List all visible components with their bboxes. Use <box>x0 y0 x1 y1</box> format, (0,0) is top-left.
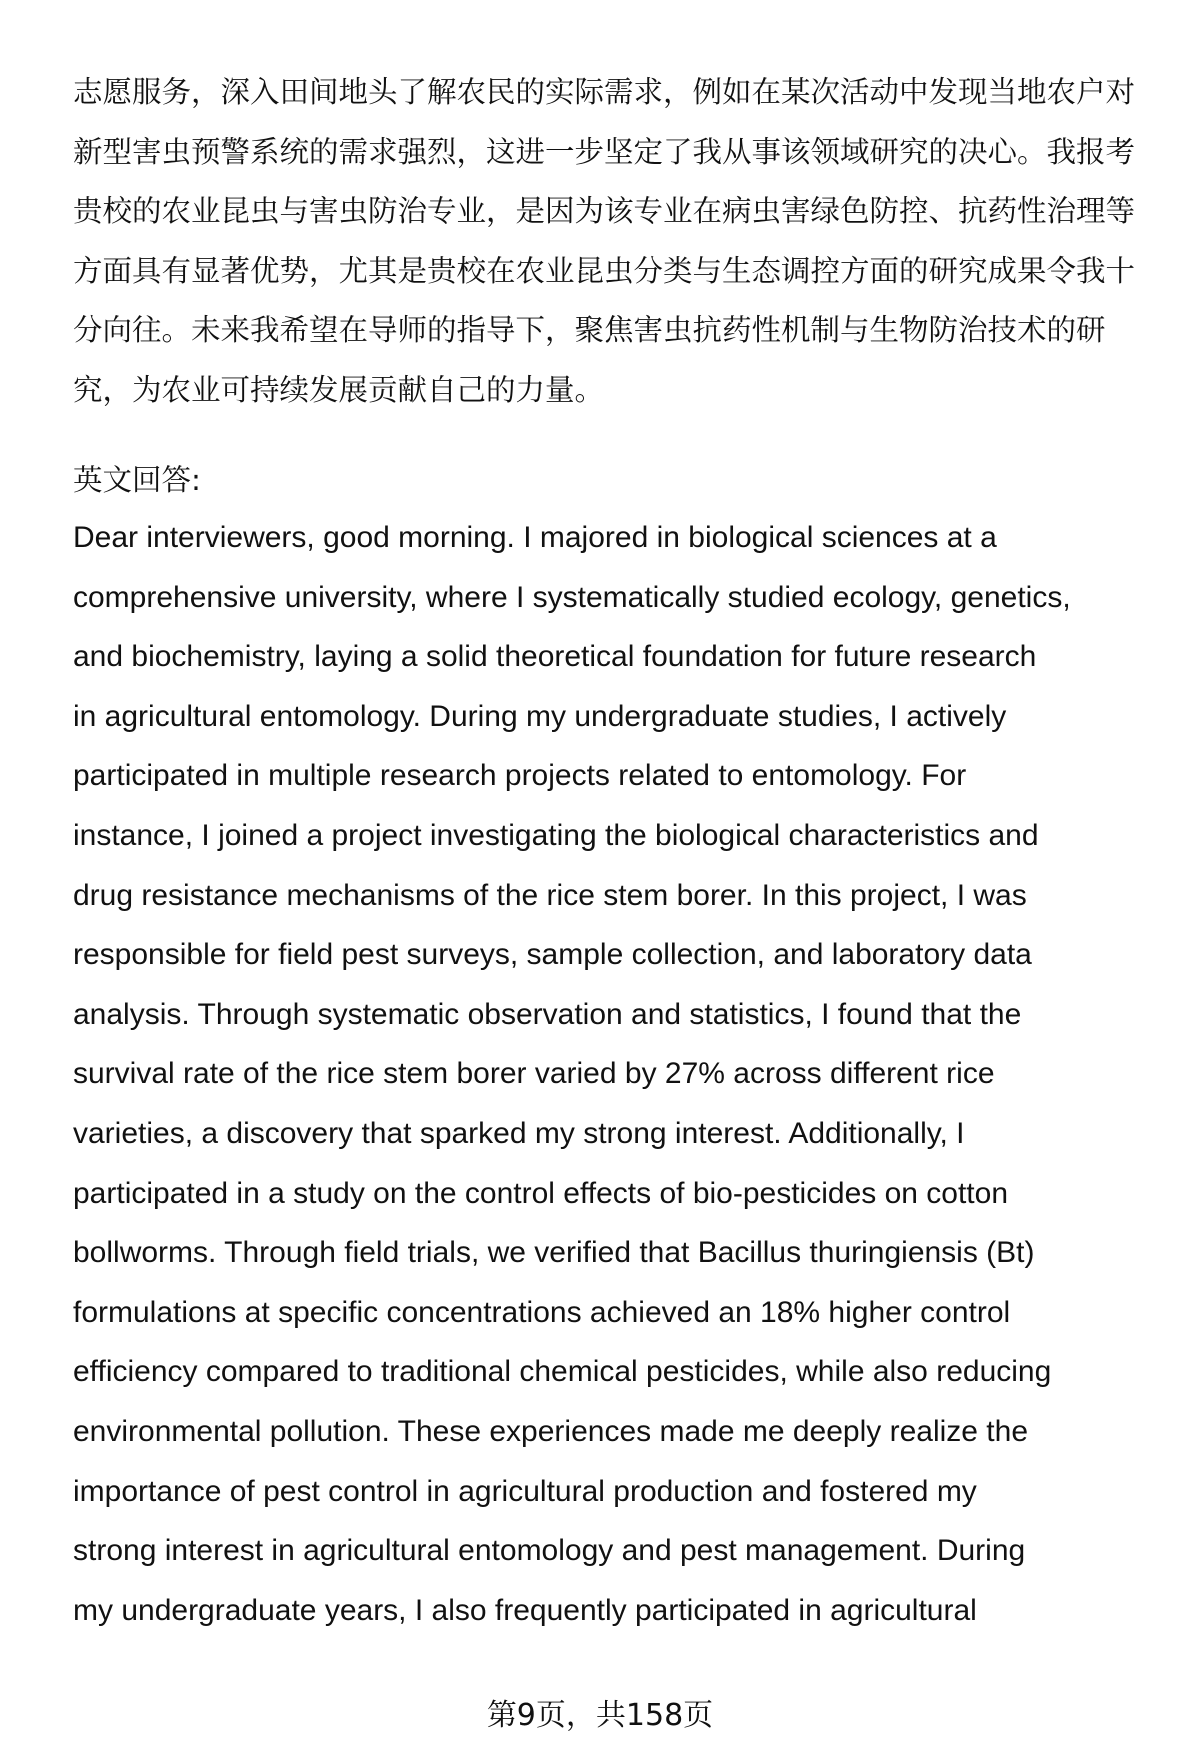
english-text-line: and biochemistry, laying a solid theoretical foundation for future research <box>73 640 1037 674</box>
english-text-line: instance, I joined a project investigating the biological characteristics and <box>73 819 1039 852</box>
english-text-line: survival rate of the rice stem borer varied by 27% across different rice <box>73 1057 995 1091</box>
chinese-text-line: 新型害虫预警系统的需求强烈，这进一步坚定了我从事该领域研究的决心。我报考 <box>73 134 1136 169</box>
chinese-text-line: 贵校的农业昆虫与害虫防治专业，是因为该专业在病虫害绿色防控、抗药性治理等 <box>73 194 1136 229</box>
english-text-line: formulations at specific concentrations achieved an 18% higher control <box>73 1295 1011 1329</box>
english-text-line: strong interest in agricultural entomology and pest management. During <box>73 1534 1026 1568</box>
page-number-footer: 第9页，共158页 <box>486 1698 714 1733</box>
english-text-line: participated in multiple research projects related to entomology. For <box>73 759 967 793</box>
english-text-line: varieties, a discovery that sparked my strong interest. Additionally, I <box>73 1117 965 1150</box>
english-text-line: in agricultural entomology. During my undergraduate studies, I actively <box>73 699 1007 733</box>
english-text-line: bollworms. Through field trials, we verified that Bacillus thuringiensis (Bt) <box>73 1236 1035 1270</box>
chinese-text-line: 分向往。未来我希望在导师的指导下，聚焦害虫抗药性机制与生物防治技术的研 <box>73 313 1106 348</box>
english-text-line: Dear interviewers, good morning. I majored in biological sciences at a <box>73 521 997 554</box>
english-answer-heading: 英文回答: <box>73 463 201 497</box>
english-text-line: participated in a study on the control effects of bio-pesticides on cotton <box>73 1176 1009 1210</box>
english-text-line: analysis. Through systematic observation and statistics, I found that the <box>73 997 1022 1031</box>
chinese-text-line: 方面具有显著优势，尤其是贵校在农业昆虫分类与生态调控方面的研究成果令我十 <box>73 253 1136 288</box>
english-text-line: environmental pollution. These experiences made me deeply realize the <box>73 1415 1029 1448</box>
english-text-line: comprehensive university, where I systematically studied ecology, genetics, <box>73 580 1071 614</box>
english-text-line: importance of pest control in agricultural production and fostered my <box>73 1474 977 1508</box>
chinese-text-line: 志愿服务，深入田间地头了解农民的实际需求，例如在某次活动中发现当地农户对 <box>73 75 1136 109</box>
english-text-line: responsible for field pest surveys, sample collection, and laboratory data <box>73 938 1032 972</box>
english-text-line: drug resistance mechanisms of the rice stem borer. In this project, I was <box>73 878 1027 912</box>
english-text-line: efficiency compared to traditional chemical pesticides, while also reducing <box>73 1355 1052 1389</box>
english-text-line: my undergraduate years, I also frequently participated in agricultural <box>73 1593 977 1627</box>
chinese-text-line: 究，为农业可持续发展贡献自己的力量。 <box>73 373 605 407</box>
